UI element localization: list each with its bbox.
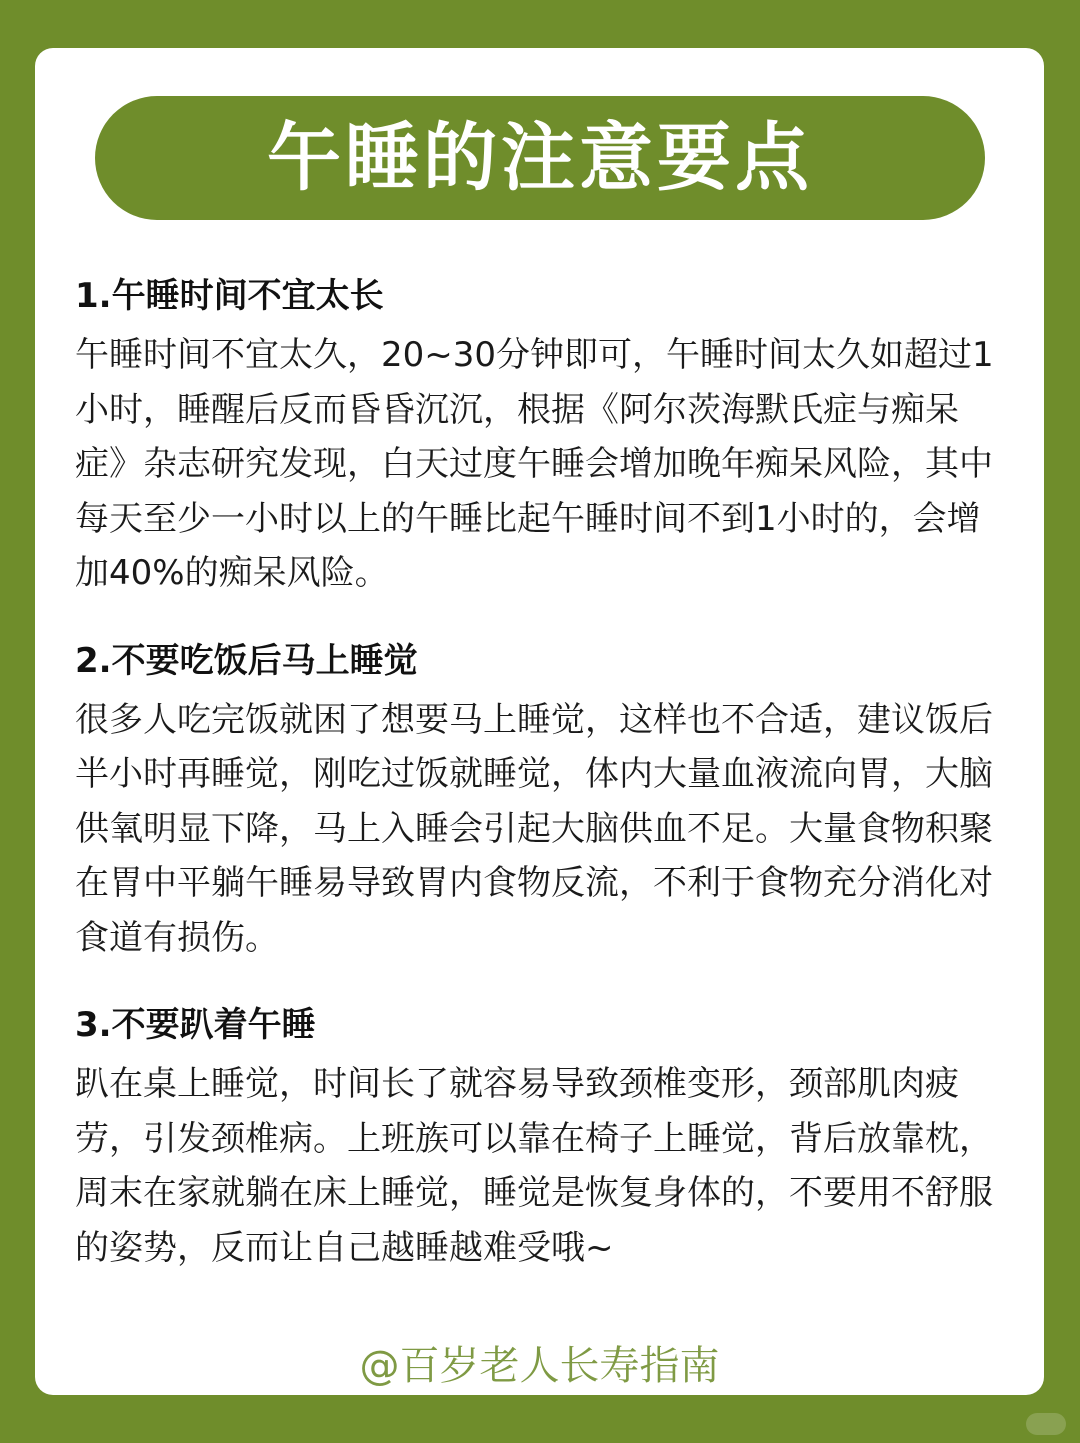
section-body: 很多人吃完饭就困了想要马上睡觉，这样也不合适，建议饭后半小时再睡觉，刚吃过饭就睡觉，体内大量血液流向胃，大脑供氧明显下降，马上入睡会引起大脑供血不足。大量食物积聚在胃中平躺午睡易导致胃内食物反流，不利于食物充分消化对食道有损伤。 <box>75 699 993 958</box>
section-heading: 2.不要吃饭后马上睡觉 <box>75 640 418 681</box>
section-body: 趴在桌上睡觉，时间长了就容易导致颈椎变形，颈部肌肉疲劳，引发颈椎病。上班族可以靠在椅子上睡觉，背后放靠枕，周末在家就躺在床上睡觉，睡觉是恢复身体的，不要用不舒服的姿势，反而让自己越睡越难受哦~ <box>75 1064 993 1268</box>
content-card <box>35 48 1044 1395</box>
section-nap-duration <box>75 276 1005 601</box>
author-signature: @百岁老人长寿指南 <box>359 1343 720 1389</box>
section-posture <box>75 1005 1005 1275</box>
watermark-logo <box>1026 1413 1066 1435</box>
article-content <box>75 276 1005 1275</box>
section-after-meal <box>75 641 1005 966</box>
title-banner <box>95 96 985 220</box>
section-body: 午睡时间不宜太久，20~30分钟即可，午睡时间太久如超过1小时，睡醒后反而昏昏沉沉，根据《阿尔茨海默氏症与痴呆症》杂志研究发现，白天过度午睡会增加晚年痴呆风险，其中每天至少一小时以上的午睡比起午睡时间不到1小时的，会增加40%的痴呆风险。 <box>75 335 994 593</box>
section-heading: 1.午睡时间不宜太长 <box>75 276 384 316</box>
page-title: 午睡的注意要点 <box>267 115 813 201</box>
section-heading: 3.不要趴着午睡 <box>75 1005 316 1045</box>
